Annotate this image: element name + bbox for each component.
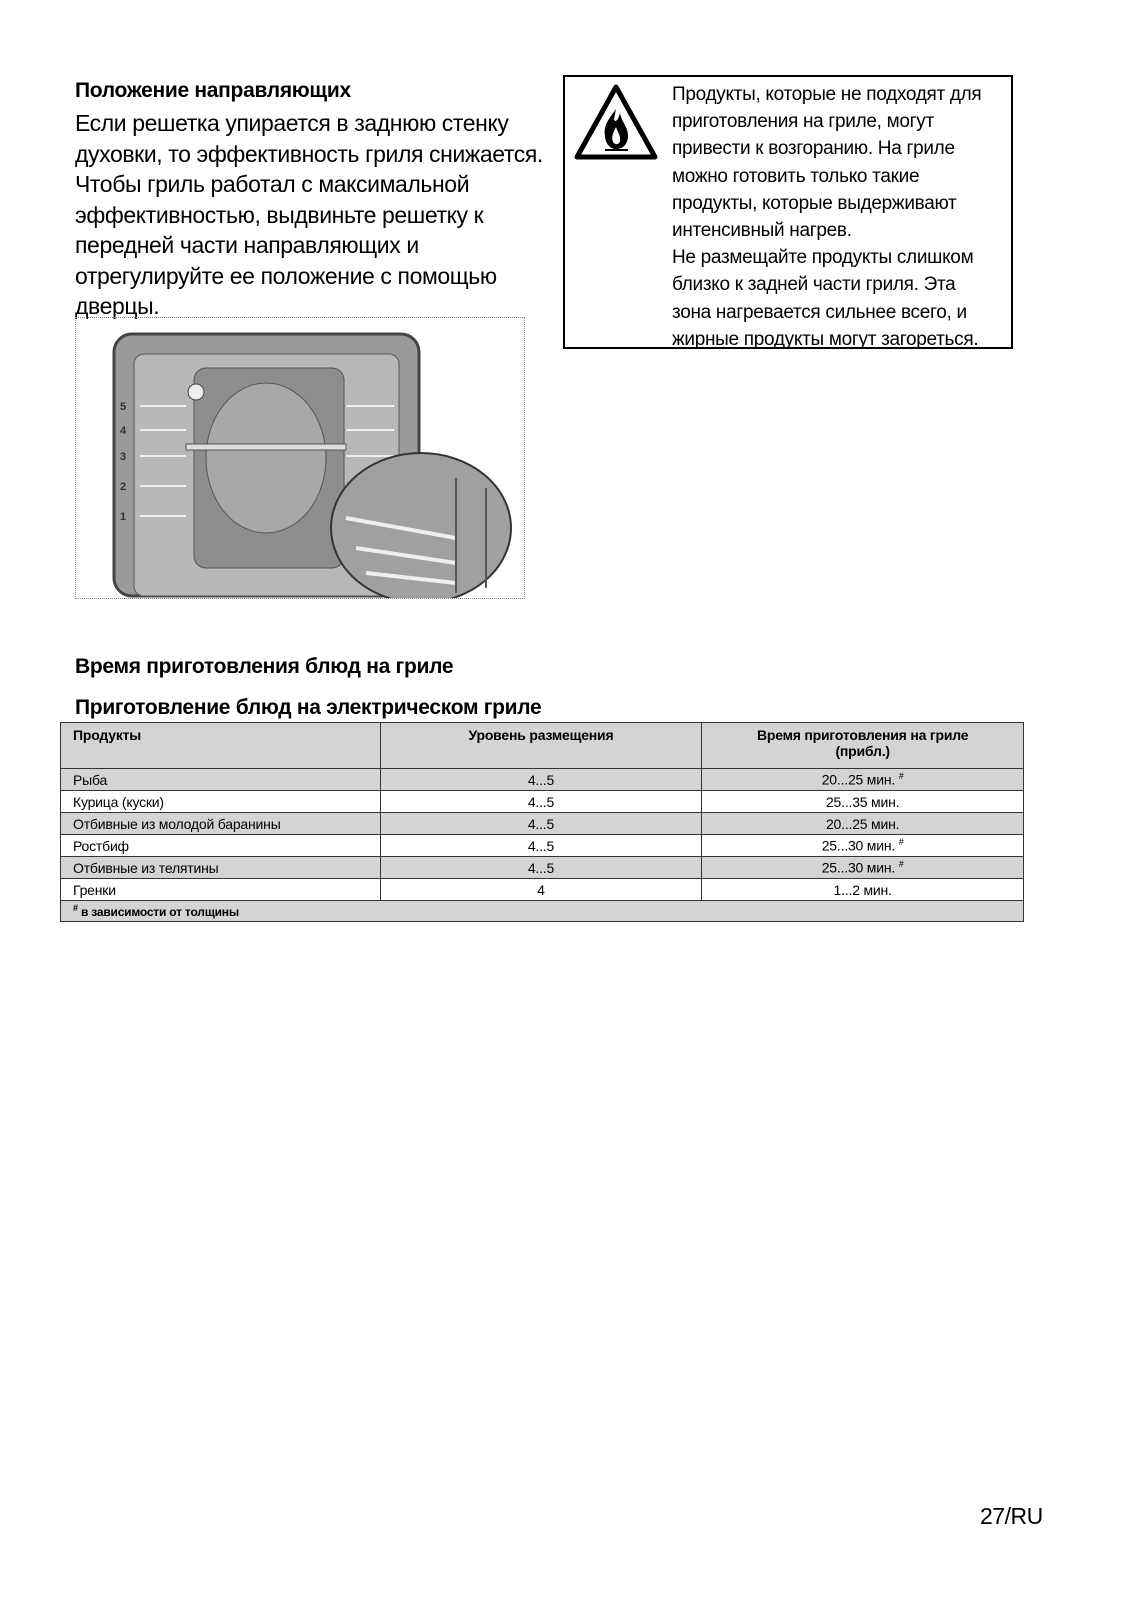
level-cell: 4...5 [380, 769, 702, 791]
text-line: духовки, то эффективность гриля снижается. [75, 140, 543, 167]
product-cell: Курица (куски) [61, 791, 381, 813]
time-cell: 20...25 мин. [702, 813, 1024, 835]
header-products: Продукты [61, 723, 381, 769]
level-label: 2 [120, 481, 127, 493]
product-cell: Рыба [61, 769, 381, 791]
heading-electric-grill: Приготовление блюд на электрическом гриле [75, 696, 542, 719]
table-row [61, 769, 1024, 791]
text-line: дверцы. [75, 293, 160, 319]
text-line: Если решетка упирается в заднюю стенку [75, 110, 509, 136]
time-cell: 25...35 мин. [702, 791, 1024, 813]
product-cell: Отбивные из телятины [61, 857, 381, 879]
table-row [61, 791, 1024, 813]
text-line: интенсивный нагрев. [672, 220, 852, 242]
level-label: 4 [120, 425, 127, 437]
level-label: 5 [120, 401, 127, 413]
table-row [61, 879, 1024, 901]
product-cell: Ростбиф [61, 835, 381, 857]
text-line: привести к возгоранию. На гриле [672, 138, 955, 160]
level-label: 1 [120, 511, 127, 523]
time-cell: 25...30 мин. # [702, 857, 1024, 879]
grill-times-table [60, 722, 1024, 922]
header-level: Уровень размещения [380, 723, 702, 769]
table-row [61, 857, 1024, 879]
fire-warning-triangle-icon [573, 83, 659, 163]
level-cell: 4...5 [380, 857, 702, 879]
level-label: 3 [120, 451, 127, 463]
level-cell: 4...5 [380, 835, 702, 857]
text-line: приготовления на гриле, могут [672, 111, 934, 133]
oven-rack-illustration [75, 317, 525, 599]
table-footnote-row [61, 901, 1024, 922]
header-time: Время приготовления на гриле (прибл.) [702, 723, 1024, 769]
warning-box [563, 75, 1013, 349]
page-number: 27/RU [980, 1503, 1043, 1529]
time-cell: 1...2 мин. [702, 879, 1024, 901]
text-line: зона нагревается сильнее всего, и [672, 301, 967, 323]
text-line: Не размещайте продукты слишком [672, 247, 974, 269]
level-cell: 4...5 [380, 791, 702, 813]
product-cell: Гренки [61, 879, 381, 901]
table-row [61, 835, 1024, 857]
text-line: близко к задней части гриля. Эта [672, 274, 956, 296]
level-cell: 4 [380, 879, 702, 901]
heading-grilling-times: Время приготовления блюд на гриле [75, 655, 454, 678]
text-line: передней части направляющих и [75, 232, 419, 258]
product-cell: Отбивные из молодой баранины [61, 813, 381, 835]
oven-interior-image [76, 318, 524, 598]
footnote: # в зависимости от толщины [61, 901, 1024, 922]
heading-rack-position: Положение направляющих [75, 79, 351, 102]
table-row [61, 813, 1024, 835]
warning-text [672, 81, 981, 353]
time-cell: 25...30 мин. # [702, 835, 1024, 857]
rack-position-paragraph [75, 108, 545, 322]
table-header-row [61, 723, 1024, 769]
text-line: эффективностью, выдвиньте решетку к [75, 201, 484, 228]
text-line: жирные продукты могут загореться. [672, 328, 979, 350]
text-line: Чтобы гриль работал с максимальной [75, 171, 470, 197]
text-line: Продукты, которые не подходят для [672, 84, 982, 105]
text-line: отрегулируйте ее положение с помощью [75, 262, 497, 289]
text-line: продукты, которые выдерживают [672, 192, 957, 214]
level-cell: 4...5 [380, 813, 702, 835]
text-line: можно готовить только такие [672, 165, 920, 187]
time-cell: 20...25 мин. # [702, 769, 1024, 791]
